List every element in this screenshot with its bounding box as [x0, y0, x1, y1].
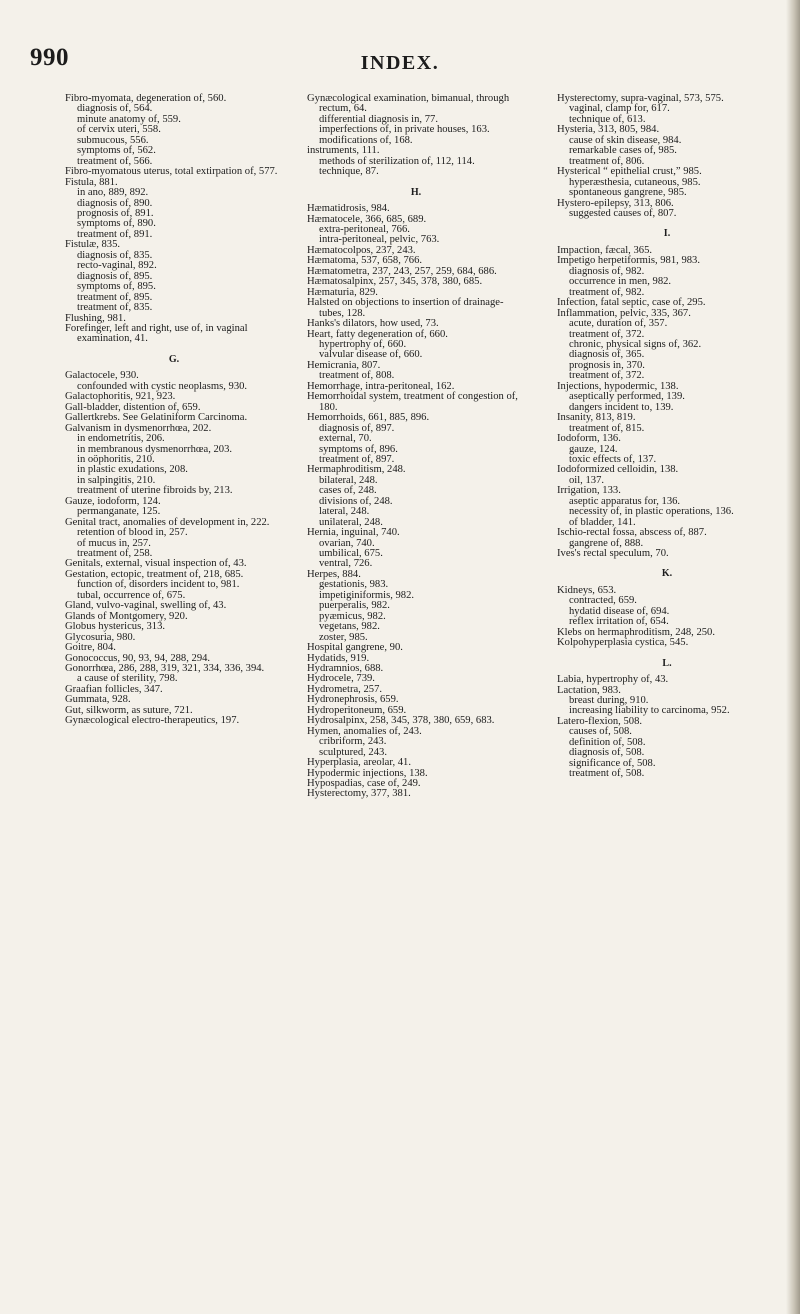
index-subentry: treatment of, 808. — [319, 370, 395, 382]
index-entry: Gummata, 928. — [65, 694, 131, 706]
index-entry: Hanks's dilators, how used, 73. — [307, 318, 439, 330]
index-column-3 — [557, 94, 777, 780]
index-entry: Hydroperitoneum, 659. — [307, 704, 407, 716]
index-entry: Hyperplasia, areolar, 41. — [307, 757, 411, 769]
index-subentry: treatment of, 815. — [569, 422, 645, 434]
index-entry: Hysterical “ epithelial crust,” 985. — [557, 166, 702, 178]
index-entry: Glands of Montgomery, 920. — [65, 610, 188, 622]
index-subentry: divisions of, 248. — [319, 495, 393, 507]
index-subentry: in plastic exudations, 208. — [77, 464, 188, 476]
index-entry: Hernia, inguinal, 740. — [307, 527, 400, 539]
index-subentry: ovarian, 740. — [319, 537, 375, 549]
index-entry: Halsted on objections to insertion of drainage-tubes, 128. — [307, 297, 504, 319]
index-entry: Hæmatidrosis, 984. — [307, 203, 390, 215]
index-entry: Hydronephrosis, 659. — [307, 694, 399, 706]
index-entry: Gestation, ectopic, treatment of, 218, 685. — [65, 568, 244, 580]
index-entry: Hæmatocolpos, 237, 243. — [307, 244, 416, 256]
index-entry: Hydrometra, 257. — [307, 683, 383, 695]
index-subentry: significance of, 508. — [569, 757, 656, 769]
index-subentry: minute anatomy of, 559. — [77, 113, 181, 125]
index-subentry: gestationis, 983. — [319, 579, 389, 591]
index-subentry: valvular disease of, 660. — [319, 349, 423, 361]
index-entry: Glycosuria, 980. — [65, 631, 136, 643]
index-subentry: treatment of, 835. — [77, 302, 153, 314]
index-subentry: vegetans, 982. — [319, 621, 380, 633]
index-entry: Fistulæ, 835. — [65, 239, 121, 251]
index-entry: Galvanism in dysmenorrhœa, 202. — [65, 422, 212, 434]
index-subentry: diagnosis of, 890. — [77, 197, 153, 209]
index-entry: Labia, hypertrophy of, 43. — [557, 674, 669, 686]
index-subentry: of mucus in, 257. — [77, 537, 151, 549]
index-entry: Gynæcological examination, bimanual, through rectum, 64. — [307, 93, 510, 115]
index-entry: Gut, silkworm, as suture, 721. — [65, 704, 193, 716]
index-subentry: aseptically performed, 139. — [569, 391, 685, 403]
index-subentry: oil, 137. — [569, 474, 605, 486]
index-subentry: diagnosis of, 835. — [77, 249, 153, 261]
index-entry: Heart, fatty degeneration of, 660. — [307, 328, 448, 340]
index-subentry: confounded with cystic neoplasms, 930. — [77, 380, 248, 392]
index-entry: Hysterectomy, 377, 381. — [307, 788, 411, 800]
index-subentry: technique, 87. — [319, 166, 379, 178]
index-subentry: treatment of, 566. — [77, 155, 153, 167]
index-subentry: treatment of uterine fibroids by, 213. — [77, 485, 233, 497]
index-entry: Fibro-myomata, degeneration of, 560. — [65, 93, 227, 104]
index-subentry: remarkable cases of, 985. — [569, 145, 677, 157]
index-subentry: function of, disorders incident to, 981. — [77, 579, 240, 591]
index-entry: Iodoform, 136. — [557, 433, 621, 445]
index-entry: Hermaphroditism, 248. — [307, 464, 406, 476]
index-entry: Hæmatocele, 366, 685, 689. — [307, 213, 427, 225]
index-subentry: aseptic apparatus for, 136. — [569, 495, 681, 507]
index-subentry: modifications of, 168. — [319, 134, 413, 146]
index-subentry: in membranous dysmenorrhœa, 203. — [77, 443, 233, 455]
index-subentry: diagnosis of, 564. — [77, 103, 153, 115]
index-entry: Hydrocele, 739. — [307, 673, 375, 685]
index-subentry: treatment of, 372. — [569, 370, 645, 382]
index-subentry: recto-vaginal, 892. — [77, 260, 157, 272]
index-subentry: of bladder, 141. — [569, 516, 636, 528]
index-subentry: of cervix uteri, 558. — [77, 124, 161, 136]
letter-heading: L. — [662, 657, 672, 669]
letter-heading: G. — [168, 353, 180, 365]
index-subentry: treatment of, 891. — [77, 228, 153, 240]
index-entry: Kolpohyperplasia cystica, 545. — [557, 637, 689, 649]
index-entry: Gallertkrebs. See Gelatiniform Carcinoma. — [65, 412, 248, 424]
index-entry: Gall-bladder, distention of, 659. — [65, 401, 201, 413]
index-entry: Hydatids, 919. — [307, 652, 370, 664]
index-subentry: extra-peritoneal, 766. — [319, 223, 410, 235]
index-entry: Goitre, 804. — [65, 642, 116, 654]
index-subentry: spontaneous gangrene, 985. — [569, 187, 687, 199]
index-subentry: reflex irritation of, 654. — [569, 616, 669, 628]
index-subentry: bilateral, 248. — [319, 474, 378, 486]
index-subentry: cause of skin disease, 984. — [569, 134, 682, 146]
index-subentry: diagnosis of, 897. — [319, 422, 395, 434]
index-subentry: necessity of, in plastic operations, 136. — [569, 506, 734, 518]
index-subentry: puerperalis, 982. — [319, 600, 390, 612]
index-subentry: breast during, 910. — [569, 695, 649, 707]
index-entry: Klebs on hermaphroditism, 248, 250. — [557, 626, 716, 638]
index-subentry: gangrene of, 888. — [569, 537, 644, 549]
index-entry: Hemorrhage, intra-peritoneal, 162. — [307, 380, 455, 392]
index-entry: Hospital gangrene, 90. — [307, 642, 403, 654]
index-subentry: intra-peritoneal, pelvic, 763. — [319, 234, 440, 246]
index-subentry: diagnosis of, 508. — [569, 747, 645, 759]
index-subentry: suggested causes of, 807. — [569, 207, 677, 219]
index-entry: Forefinger, left and right, use of, in vaginal examination, 41. — [65, 322, 248, 345]
index-subentry: prognosis of, 891. — [77, 207, 154, 219]
index-subentry: in oöphoritis, 210. — [77, 453, 155, 465]
index-subentry: vaginal, clamp for, 617. — [569, 103, 670, 115]
index-entry: Iodoformized celloidin, 138. — [557, 464, 679, 476]
index-subentry: in ano, 889, 892. — [77, 187, 149, 199]
index-subentry: cases of, 248. — [319, 485, 377, 497]
index-subentry: external, 70. — [319, 433, 372, 445]
index-subentry: umbilical, 675. — [319, 548, 383, 560]
index-subentry: technique of, 613. — [569, 113, 646, 125]
index-entry: Hysterectomy, supra-vaginal, 573, 575. — [557, 93, 724, 104]
index-entry: Injections, hypodermic, 138. — [557, 380, 679, 392]
index-entry: Lactation, 983. — [557, 684, 621, 696]
index-entry: Gauze, iodoform, 124. — [65, 495, 161, 507]
index-subentry: occurrence in men, 982. — [569, 276, 672, 288]
index-subentry: symptoms of, 896. — [319, 443, 398, 455]
index-subentry: dangers incident to, 139. — [569, 401, 674, 413]
index-subentry: treatment of, 258. — [77, 548, 153, 560]
index-subentry: symptoms of, 895. — [77, 281, 156, 293]
index-entry: Hæmatometra, 237, 243, 257, 259, 684, 686. — [307, 265, 497, 277]
index-subentry: diagnosis of, 895. — [77, 270, 153, 282]
index-subentry: contracted, 659. — [569, 595, 637, 607]
index-entry: Hæmatoma, 537, 658, 766. — [307, 255, 423, 267]
index-entry: Galactocele, 930. — [65, 370, 139, 382]
index-column-1 — [65, 94, 283, 727]
index-entry: Hæmaturia, 829. — [307, 286, 378, 298]
index-subentry: hypertrophy of, 660. — [319, 338, 407, 350]
index-entry: Hypospadias, case of, 249. — [307, 778, 421, 789]
index-subentry: pyæmicus, 982. — [319, 610, 386, 622]
index-subentry: imperfections of, in private houses, 163. — [319, 124, 490, 136]
index-subentry: treatment of, 982. — [569, 286, 645, 298]
index-subentry: treatment of, 897. — [319, 453, 395, 465]
index-subentry: permanganate, 125. — [77, 506, 161, 518]
index-entry: Gonorrhœa, 286, 288, 319, 321, 334, 336, 394. — [65, 663, 265, 675]
index-entry: Fibro-myomatous uterus, total extirpation of, 577. — [65, 166, 278, 178]
letter-heading: K. — [661, 568, 673, 580]
index-entry: Genitals, external, visual inspection of, 43. — [65, 558, 247, 570]
index-subentry: tubal, occurrence of, 675. — [77, 589, 186, 601]
index-subentry: symptoms of, 890. — [77, 218, 156, 230]
index-entry: Hydramnios, 688. — [307, 663, 384, 675]
index-entry: Ives's rectal speculum, 70. — [557, 548, 669, 560]
index-subentry: unilateral, 248. — [319, 516, 383, 528]
index-subentry: treatment of, 372. — [569, 328, 645, 340]
index-subentry: sculptured, 243. — [319, 746, 387, 758]
index-entry: Hemorrhoids, 661, 885, 896. — [307, 412, 430, 424]
index-subentry: in endometritis, 206. — [77, 433, 165, 445]
index-entry: instruments, 111. — [307, 145, 380, 157]
index-entry: Gonococcus, 90, 93, 94, 288, 294. — [65, 652, 211, 664]
index-entry: Gynæcological electro-therapeutics, 197. — [65, 715, 240, 727]
index-subentry: impetiginiformis, 982. — [319, 589, 415, 601]
index-subentry: cribriform, 243. — [319, 736, 387, 748]
index-subentry: gauze, 124. — [569, 443, 618, 455]
page-title: INDEX. — [360, 52, 440, 74]
index-subentry: methods of sterilization of, 112, 114. — [319, 155, 475, 167]
index-subentry: in salpingitis, 210. — [77, 474, 156, 486]
index-entry: Hysteria, 313, 805, 984. — [557, 124, 660, 136]
index-entry: Hydrosalpinx, 258, 345, 378, 380, 659, 683. — [307, 715, 495, 727]
index-subentry: treatment of, 895. — [77, 291, 153, 303]
index-subentry: symptoms of, 562. — [77, 145, 156, 157]
index-entry: Hemicrania, 807. — [307, 359, 381, 371]
index-entry: Fistula, 881. — [65, 176, 118, 188]
index-entry: Kidneys, 653. — [557, 584, 617, 596]
index-entry: Insanity, 813, 819. — [557, 412, 636, 424]
index-subentry: hydatid disease of, 694. — [569, 605, 670, 617]
index-entry: Galactophoritis, 921, 923. — [65, 391, 176, 403]
index-entry: Hemorrhoidal system, treatment of congestion of, 180. — [307, 391, 518, 413]
index-entry: Hystero-epilepsy, 313, 806. — [557, 197, 674, 209]
index-column-2 — [307, 94, 525, 800]
index-entry: Herpes, 884. — [307, 568, 361, 580]
index-subentry: prognosis in, 370. — [569, 359, 645, 371]
index-subentry: chronic, physical signs of, 362. — [569, 338, 702, 350]
index-entry: Inflammation, pelvic, 335, 367. — [557, 307, 691, 319]
index-subentry: differential diagnosis in, 77. — [319, 113, 438, 125]
index-subentry: increasing liability to carcinoma, 952. — [569, 705, 730, 717]
index-subentry: toxic effects of, 137. — [569, 453, 657, 465]
index-subentry: lateral, 248. — [319, 506, 370, 518]
index-entry: Graafian follicles, 347. — [65, 683, 163, 695]
index-subentry: a cause of sterility, 798. — [77, 673, 178, 685]
index-entry: Irrigation, 133. — [557, 485, 621, 497]
index-entry: Hypodermic injections, 138. — [307, 767, 428, 779]
index-entry: Flushing, 981. — [65, 312, 126, 324]
index-subentry: definition of, 508. — [569, 736, 646, 748]
index-entry: Ischio-rectal fossa, abscess of, 887. — [557, 527, 707, 539]
letter-heading: H. — [410, 186, 422, 198]
index-subentry: hyperæsthesia, cutaneous, 985. — [569, 176, 701, 188]
page-number: 990 — [30, 44, 69, 71]
index-subentry: retention of blood in, 257. — [77, 527, 188, 539]
index-subentry: ventral, 726. — [319, 558, 373, 570]
index-entry: Globus hystericus, 313. — [65, 621, 166, 633]
index-subentry: diagnosis of, 365. — [569, 349, 645, 361]
page-edge-shadow — [786, 0, 800, 1314]
index-subentry: zoster, 985. — [319, 631, 368, 643]
index-entry: Latero-flexion, 508. — [557, 715, 643, 727]
letter-heading: I. — [663, 228, 671, 240]
index-subentry: treatment of, 806. — [569, 155, 645, 167]
index-entry: Hæmatosalpinx, 257, 345, 378, 380, 685. — [307, 276, 483, 288]
index-subentry: causes of, 508. — [569, 726, 632, 738]
index-subentry: treatment of, 508. — [569, 768, 645, 780]
index-subentry: submucous, 556. — [77, 134, 149, 146]
index-entry: Impaction, fæcal, 365. — [557, 244, 653, 256]
index-entry: Impetigo herpetiformis, 981, 983. — [557, 255, 700, 267]
index-entry: Gland, vulvo-vaginal, swelling of, 43. — [65, 600, 227, 612]
index-subentry: diagnosis of, 982. — [569, 265, 645, 277]
index-subentry: acute, duration of, 357. — [569, 318, 668, 330]
index-entry: Hymen, anomalies of, 243. — [307, 725, 422, 737]
index-entry: Genital tract, anomalies of development in, 222. — [65, 516, 270, 528]
index-entry: Infection, fatal septic, case of, 295. — [557, 297, 706, 309]
